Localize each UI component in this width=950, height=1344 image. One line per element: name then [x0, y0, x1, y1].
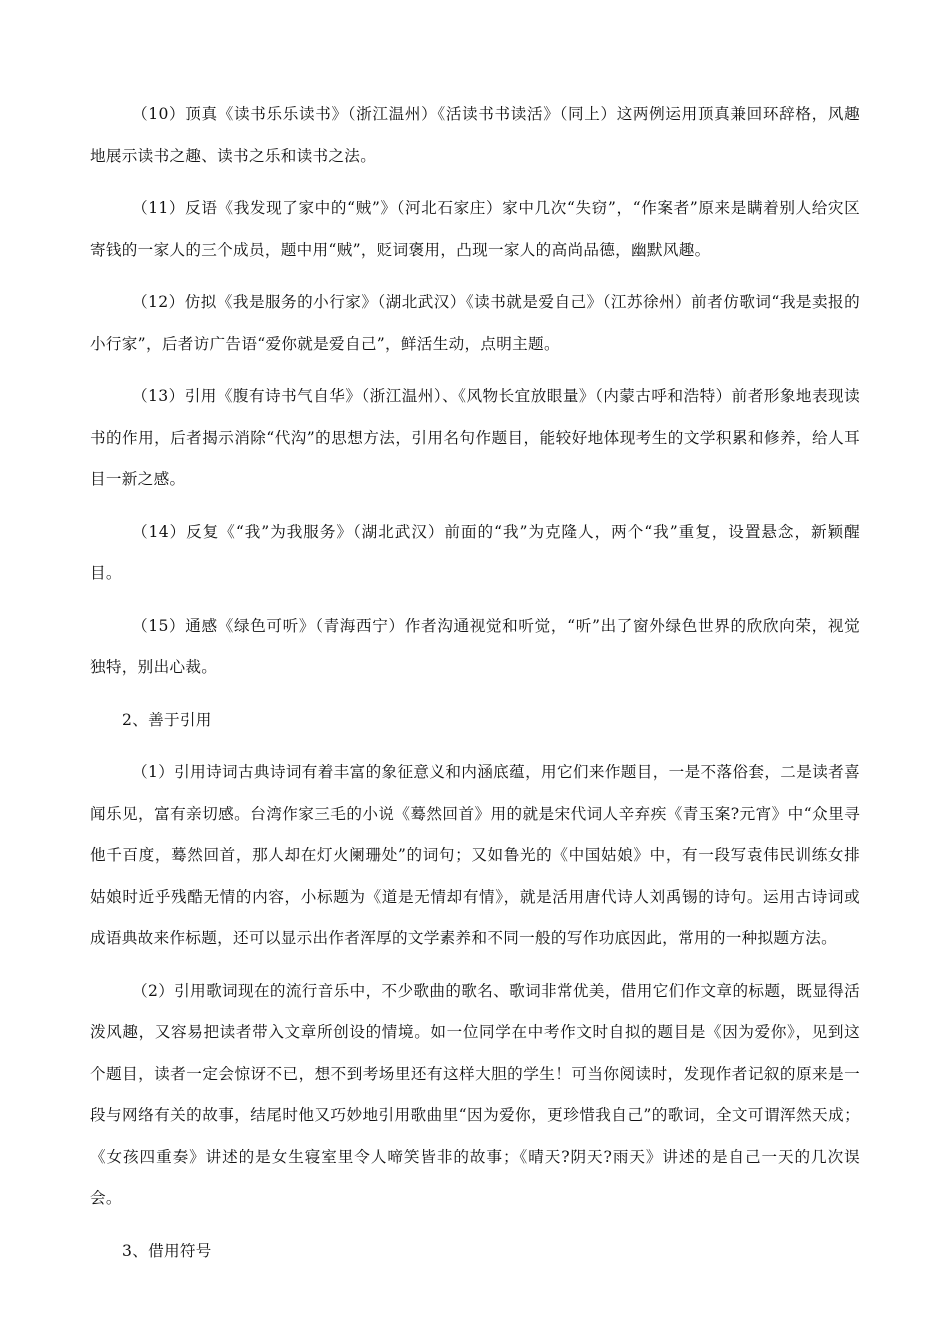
- paragraph-10-palindrome: （10）顶真《读书乐乐读书》（浙江温州）《活读书书读活》（同上）这两例运用顶真兼回环辞格，风趣地展示读书之趣、读书之乐和读书之法。: [90, 105, 860, 165]
- paragraph-11-irony: （11）反语《我发现了家中的“贼”》（河北石家庄）家中几次“失窃”，“作案者”原来是瞒着别人给灾区寄钱的一家人的三个成员，题中用“贼”，贬词褒用，凸现一家人的高尚品德，幽默风趣。: [90, 199, 860, 259]
- document-page: [90, 94, 860, 1283]
- section-heading-symbols: 3、借用符号: [122, 1241, 212, 1260]
- paragraph-quote-poetry: （1）引用诗词古典诗词有着丰富的象征意义和内涵底蕴，用它们来作题目，一是不落俗套，二是读者喜闻乐见，富有亲切感。台湾作家三毛的小说《蓦然回首》用的就是宋代词人辛弃疾《青玉案?元宵》中“众里寻他千百度，蓦然回首，那人却在灯火阑珊处”的词句；又如鲁光的《中国姑娘》中，有一段写袁伟民训练女排姑娘时近乎残酷无情的内容，小标题为《道是无情却有情》，就是活用唐代诗人刘禹锡的诗句。运用古诗词或成语典故来作标题，还可以显示出作者浑厚的文学素养和不同一般的写作功底因此，常用的一种拟题方法。: [90, 763, 860, 947]
- paragraph-12-parody: （12）仿拟《我是服务的小行家》（湖北武汉）《读书就是爱自己》（江苏徐州）前者仿歌词“我是卖报的小行家”，后者访广告语“爱你就是爱自己”，鲜活生动，点明主题。: [90, 293, 860, 353]
- paragraph-13-quotation: （13）引用《腹有诗书气自华》（浙江温州）、《风物长宜放眼量》（内蒙古呼和浩特）前者形象地表现读书的作用，后者揭示消除“代沟”的思想方法，引用名句作题目，能较好地体现考生的文学积累和修养，给人耳目一新之感。: [90, 387, 860, 488]
- paragraph-15-synesthesia: （15）通感《绿色可听》（青海西宁）作者沟通视觉和听觉，“听”出了窗外绿色世界的欣欣向荣，视觉独特，别出心裁。: [90, 616, 860, 676]
- paragraph-quote-lyrics: （2）引用歌词现在的流行音乐中，不少歌曲的歌名、歌词非常优美，借用它们作文章的标题，既显得活泼风趣，又容易把读者带入文章所创设的情境。如一位同学在中考作文时自拟的题目是《因为爱你》，见到这个题目，读者一定会惊讶不已，想不到考场里还有这样大胆的学生！可当你阅读时，发现作者记叙的原来是一段与网络有关的故事，结尾时他又巧妙地引用歌曲里“因为爱你，更珍惜我自己”的歌词，全文可谓浑然天成；《女孩四重奏》讲述的是女生寝室里令人啼笑皆非的故事；《晴天?阴天?雨天》讲述的是自己一天的几次误会。: [90, 981, 860, 1207]
- paragraph-14-repetition: （14）反复《“我”为我服务》（湖北武汉）前面的“我”为克隆人，两个“我”重复，设置悬念，新颖醒目。: [90, 522, 860, 582]
- section-heading-quoting: 2、善于引用: [122, 710, 212, 729]
